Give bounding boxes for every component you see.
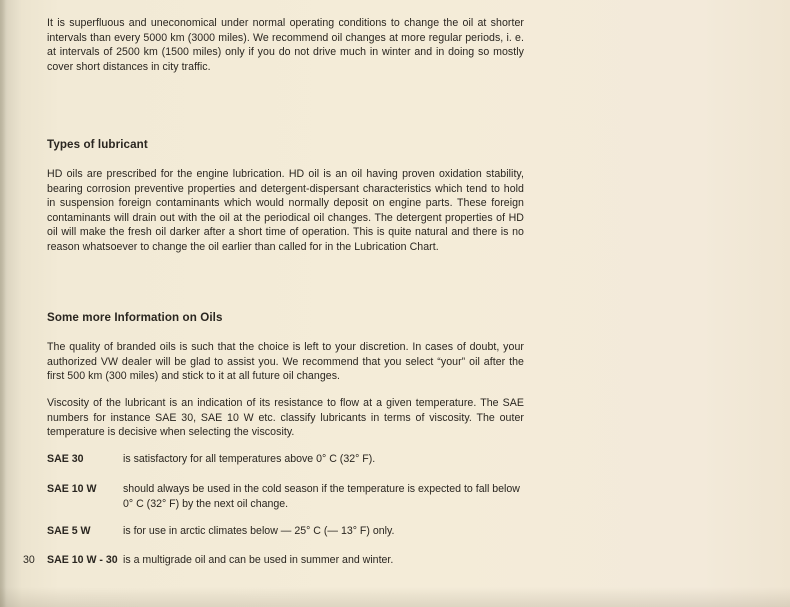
page-bottom-shadow (0, 587, 790, 607)
page-number: 30 (23, 554, 35, 566)
types-of-lubricant-paragraph: HD oils are prescribed for the engine lubrication. HD oil is an oil having proven oxidation stability, bearing corrosion preventive properties and detergent-dispersant characteristics which tend to hold in suspension foreign contaminants which would normally deposit on engine parts. These foreign contaminants will drain out with the oil at the periodical oil changes. The detergent properties of HD oil will make the fresh oil darker after a short time of operation. This is quite natural and there is no reason whatsoever to change the oil earlier than called for in the Lubrication Chart. (47, 168, 524, 253)
sae-grade-label: SAE 30 (47, 453, 84, 465)
sae-grade-label: SAE 10 W - 30 (47, 554, 118, 566)
intro-paragraph: It is superfluous and uneconomical under normal operating conditions to change the oil at shorter intervals than every 5000 km (3000 miles). We recommend oil changes at more regular periods, i. e. at intervals of 2500 km (1500 miles) only if you do not drive much in winter and in doing so mostly cover short distances in city traffic. (47, 17, 524, 73)
sae-grade-label: SAE 5 W (47, 525, 91, 537)
viscosity-paragraph: Viscosity of the lubricant is an indication of its resistance to flow at a given temperature. The SAE numbers for instance SAE 30, SAE 10 W etc. classify lubricants in terms of viscosity. The outer temperature is decisive when selecting the viscosity. (47, 397, 524, 439)
branded-oils-paragraph: The quality of branded oils is such that the choice is left to your discretion. In cases of doubt, your authorized VW dealer will be glad to assist you. We recommend that you select “your” oil after the first 500 km (300 miles) and stick to it at all future oil changes. (47, 341, 524, 383)
types-of-lubricant-heading: Types of lubricant (47, 138, 148, 151)
sae-grade-description: is a multigrade oil and can be used in summer and winter. (123, 554, 394, 566)
page-binding-edge (0, 0, 6, 607)
sae-grade-description: is for use in arctic climates below — 25° C (— 13° F) only. (123, 525, 395, 537)
more-information-heading: Some more Information on Oils (47, 311, 223, 324)
sae-grade-description: should always be used in the cold season if the temperature is expected to fall below 0° C (32° F) by the next oil change. (123, 483, 520, 510)
sae-grade-label: SAE 10 W (47, 483, 97, 495)
sae-grade-description: is satisfactory for all temperatures above 0° C (32° F). (123, 453, 376, 465)
